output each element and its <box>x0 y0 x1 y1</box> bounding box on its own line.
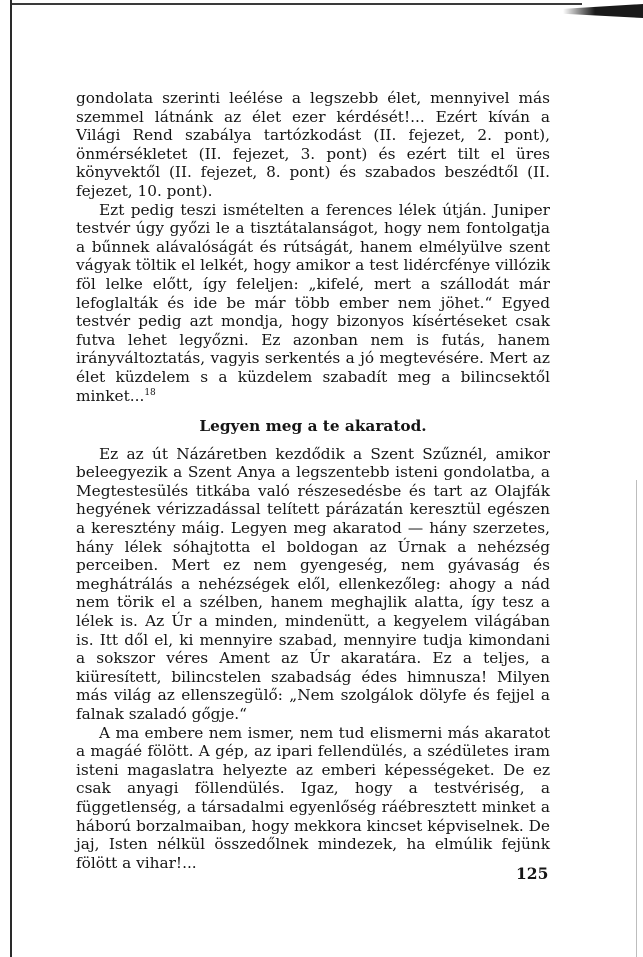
scan-edge-top <box>12 3 582 5</box>
paragraph-3 <box>76 445 550 724</box>
paragraph-3-text: Ez az út Názáretben kezdődik a Szent Szűznél, amikor beleegyezik a Szent Anya a legszentebb isteni gondolatba, a Megtestesülés titkába való részesedésbe és tart az Olajfák hegyének vérizzadással telített párázatán keresztül egészen a keresztény máig. Legyen meg akaratod — hány szerzetes, hány lélek sóhajtotta el boldogan az Úrnak a nehézség perceiben. Mert ez nem gyengeség, nem gyávaság és meghátrálás a nehézségek elől, ellenkezőleg: ahogy a nád nem törik el a szélben, hanem meghajlik alatta, így tesz a lélek is. Az Úr a minden, mindenütt, a kegyelem világában is. Itt dől el, ki mennyire szabad, mennyire tudja kimondani a sokszor véres Ament az Úr akaratára. Ez a teljes, a kiüresített, bilincstelen szabadság édes himnusza! Milyen más világ az ellenszegülő: „Nem szolgálok dölyfe és fejjel a falnak szaladó gőgje.“ <box>76 444 550 723</box>
page-number: 125 <box>516 864 549 883</box>
paragraph-2-text: Ezt pedig teszi ismételten a ferences lélek útján. Juniper testvér úgy győzi le a tisztátalanságot, hogy nem fontolgatja a bűnnek alávalóságát és rútságát, hanem elmélyülve szent vágyak töltik el lelkét, hogy amikor a test lidércfénye villózik föl lelke előtt, így feleljen: „kifelé, mert a szállodát már lefoglalták és ide be már több ember nem jöhet.“ Egyed testvér pedig azt mondja, hogy bizonyos kísértéseket csak futva lehet legyőzni. Ez azonban nem is futás, hanem irányváltoztatás, vagyis serkentés a jó megtevésére. Mert az élet küzdelem s a küzdelem szabadít meg a bilincsektől minket... <box>76 200 550 405</box>
paragraph-4 <box>76 724 550 873</box>
scan-edge-right <box>636 480 637 957</box>
section-heading: Legyen meg a te akaratod. <box>199 417 427 436</box>
scan-edge-left <box>10 0 12 957</box>
footnote-ref: 18 <box>144 387 156 398</box>
paragraph-4-text: A ma embere nem ismer, nem tud elismerni más akaratot a magáé fölött. A gép, az ipari fellendülés, a szédületes iram isteni magaslatra helyezte az emberi képességeket. De ez csak anyagi föllendülés. Igaz, hogy a testvériség, a függetlenség, a társadalmi egyenlőség ráébresztett minket a háború borzalmaiban, hogy mekkora kincset képviselnek. De jaj, Isten nélkül összedőlnek mindezek, ha elmúlik fejünk fölött a vihar!... <box>76 723 550 872</box>
scan-smudge <box>563 4 643 18</box>
paragraph-2 <box>76 201 550 406</box>
paragraph-1-text: gondolata szerinti leélése a legszebb élet, mennyivel más szemmel látnánk az élet ezer kérdését!... Ezért kíván a Világi Rend szabálya tartózkodást (II. fejezet, 2. pont), önmérsékletet (II. fejezet, 3. pont) és ezért tilt el üres könyvektől (II. fejezet, 8. pont) és szabados beszédtől (II. fejezet, 10. pont). <box>76 89 550 200</box>
page-body <box>76 89 550 872</box>
paragraph-1 <box>76 89 550 201</box>
